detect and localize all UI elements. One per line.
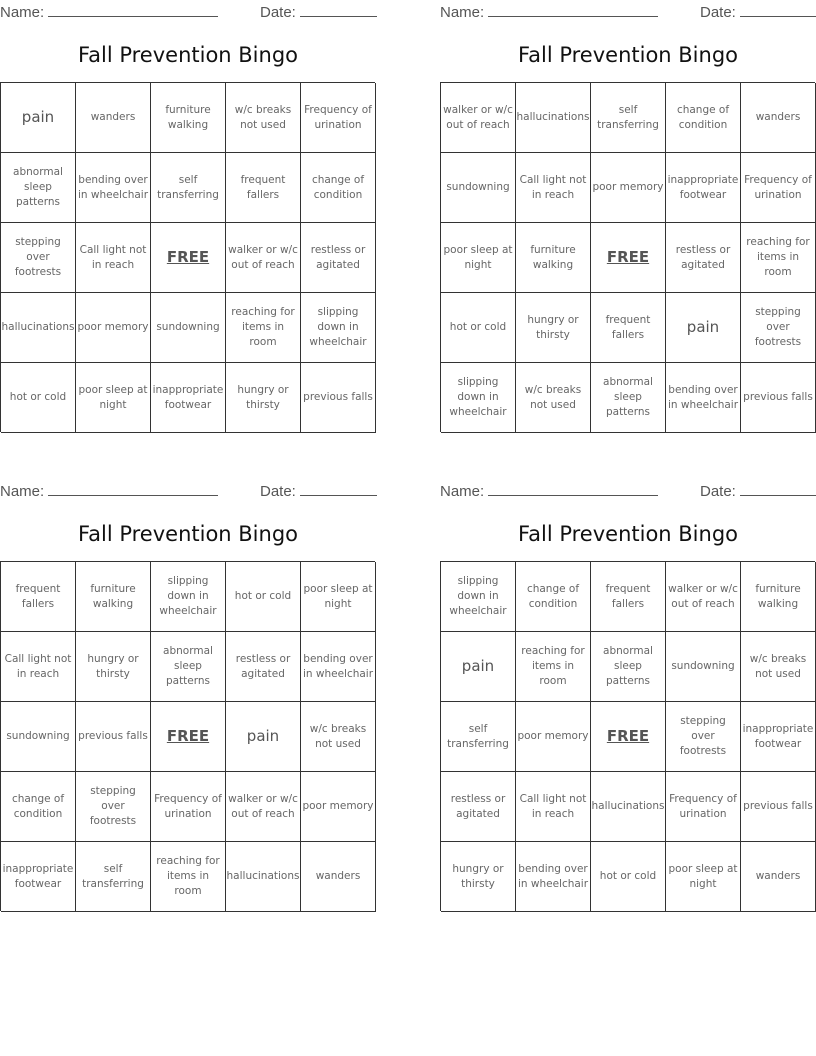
bingo-cell: walker or w/c out of reach: [666, 562, 741, 632]
name-line: [48, 481, 218, 496]
name-label: Name:: [0, 483, 45, 500]
bingo-cell: walker or w/c out of reach: [441, 83, 516, 153]
name-label: Name:: [440, 4, 485, 21]
bingo-cell: Frequency of urination: [301, 83, 376, 153]
name-label: Name:: [0, 4, 45, 21]
date-label: Date:: [700, 4, 736, 21]
bingo-cell: bending over in wheelchair: [301, 632, 376, 702]
bingo-cell: slipping down in wheelchair: [301, 293, 376, 363]
free-space-cell: FREE: [151, 223, 226, 293]
name-label: Name:: [440, 483, 485, 500]
bingo-cell: inappropriate footwear: [741, 702, 816, 772]
bingo-card: [440, 0, 816, 432]
bingo-cell: restless or agitated: [441, 772, 516, 842]
bingo-cell: sundowning: [151, 293, 226, 363]
bingo-cell: reaching for items in room: [226, 293, 301, 363]
date-line: [740, 2, 816, 17]
date-label: Date:: [700, 483, 736, 500]
bingo-cell: change of condition: [516, 562, 591, 632]
date-line: [300, 481, 377, 496]
bingo-cell: hallucinations: [516, 83, 591, 153]
bingo-cell: walker or w/c out of reach: [226, 772, 301, 842]
name-date-row: [440, 0, 816, 22]
name-date-row: [0, 0, 376, 22]
bingo-cell: previous falls: [741, 772, 816, 842]
bingo-cell: poor sleep at night: [666, 842, 741, 912]
bingo-cell: stepping over footrests: [1, 223, 76, 293]
bingo-cell: hallucinations: [591, 772, 666, 842]
name-date-row: [0, 479, 376, 501]
bingo-cell: change of condition: [1, 772, 76, 842]
name-line: [48, 2, 218, 17]
bingo-cell: previous falls: [301, 363, 376, 433]
bingo-cell: furniture walking: [151, 83, 226, 153]
bingo-cell: restless or agitated: [301, 223, 376, 293]
name-line: [488, 481, 658, 496]
bingo-cell: wanders: [741, 842, 816, 912]
bingo-cell: self transferring: [151, 153, 226, 223]
bingo-card: [440, 479, 816, 911]
bingo-cell: inappropriate footwear: [666, 153, 741, 223]
bingo-cell: abnormal sleep patterns: [591, 363, 666, 433]
bingo-cell: Call light not in reach: [1, 632, 76, 702]
bingo-cell: poor sleep at night: [76, 363, 151, 433]
bingo-cell: Call light not in reach: [76, 223, 151, 293]
free-space-cell: FREE: [591, 223, 666, 293]
bingo-cell: bending over in wheelchair: [666, 363, 741, 433]
bingo-cell: hungry or thirsty: [76, 632, 151, 702]
bingo-cell: self transferring: [591, 83, 666, 153]
bingo-cell: self transferring: [441, 702, 516, 772]
bingo-cell: previous falls: [741, 363, 816, 433]
bingo-cell: frequent fallers: [591, 293, 666, 363]
bingo-cell: previous falls: [76, 702, 151, 772]
bingo-cell: sundowning: [1, 702, 76, 772]
bingo-cell: furniture walking: [516, 223, 591, 293]
bingo-cell: furniture walking: [76, 562, 151, 632]
bingo-cell: poor sleep at night: [441, 223, 516, 293]
bingo-cell: bending over in wheelchair: [516, 842, 591, 912]
card-title: Fall Prevention Bingo: [77, 522, 299, 546]
bingo-cell: w/c breaks not used: [226, 83, 301, 153]
bingo-cell: restless or agitated: [226, 632, 301, 702]
bingo-cell: hot or cold: [1, 363, 76, 433]
date-label: Date:: [260, 4, 296, 21]
bingo-cell: reaching for items in room: [516, 632, 591, 702]
date-label: Date:: [260, 483, 296, 500]
bingo-grid: [0, 561, 375, 911]
bingo-cell: walker or w/c out of reach: [226, 223, 301, 293]
bingo-cell: pain: [441, 632, 516, 702]
bingo-cell: reaching for items in room: [151, 842, 226, 912]
bingo-cell: slipping down in wheelchair: [151, 562, 226, 632]
bingo-cell: change of condition: [301, 153, 376, 223]
bingo-cell: poor memory: [591, 153, 666, 223]
bingo-cell: hungry or thirsty: [516, 293, 591, 363]
bingo-cell: poor sleep at night: [301, 562, 376, 632]
bingo-grid: [0, 82, 375, 432]
bingo-cell: Frequency of urination: [151, 772, 226, 842]
bingo-cell: abnormal sleep patterns: [151, 632, 226, 702]
bingo-card: [0, 0, 376, 432]
bingo-cell: hot or cold: [441, 293, 516, 363]
bingo-cell: inappropriate footwear: [1, 842, 76, 912]
bingo-cell: Call light not in reach: [516, 772, 591, 842]
bingo-cell: restless or agitated: [666, 223, 741, 293]
bingo-cell: slipping down in wheelchair: [441, 363, 516, 433]
bingo-cell: hot or cold: [226, 562, 301, 632]
bingo-cell: frequent fallers: [1, 562, 76, 632]
bingo-cell: w/c breaks not used: [516, 363, 591, 433]
bingo-cell: self transferring: [76, 842, 151, 912]
bingo-cell: w/c breaks not used: [741, 632, 816, 702]
bingo-cell: poor memory: [76, 293, 151, 363]
bingo-cell: abnormal sleep patterns: [1, 153, 76, 223]
bingo-cell: abnormal sleep patterns: [591, 632, 666, 702]
bingo-grid: [440, 82, 815, 432]
bingo-cell: pain: [666, 293, 741, 363]
name-line: [488, 2, 658, 17]
date-line: [740, 481, 816, 496]
bingo-cell: Frequency of urination: [741, 153, 816, 223]
card-title: Fall Prevention Bingo: [517, 522, 739, 546]
bingo-cell: hot or cold: [591, 842, 666, 912]
bingo-cell: wanders: [741, 83, 816, 153]
bingo-cell: pain: [226, 702, 301, 772]
bingo-cell: reaching for items in room: [741, 223, 816, 293]
date-line: [300, 2, 377, 17]
bingo-cell: Frequency of urination: [666, 772, 741, 842]
name-date-row: [440, 479, 816, 501]
bingo-cell: stepping over footrests: [741, 293, 816, 363]
free-space-cell: FREE: [151, 702, 226, 772]
bingo-cell: hallucinations: [226, 842, 301, 912]
bingo-cell: pain: [1, 83, 76, 153]
bingo-grid: [440, 561, 815, 911]
bingo-cell: sundowning: [441, 153, 516, 223]
bingo-cell: wanders: [301, 842, 376, 912]
bingo-card: [0, 479, 376, 911]
bingo-cell: frequent fallers: [591, 562, 666, 632]
bingo-cell: change of condition: [666, 83, 741, 153]
card-title: Fall Prevention Bingo: [517, 43, 739, 67]
bingo-cell: Call light not in reach: [516, 153, 591, 223]
bingo-cell: poor memory: [516, 702, 591, 772]
bingo-cell: inappropriate footwear: [151, 363, 226, 433]
bingo-cell: stepping over footrests: [666, 702, 741, 772]
free-space-cell: FREE: [591, 702, 666, 772]
bingo-cell: stepping over footrests: [76, 772, 151, 842]
bingo-cell: w/c breaks not used: [301, 702, 376, 772]
bingo-cell: bending over in wheelchair: [76, 153, 151, 223]
bingo-cell: hallucinations: [1, 293, 76, 363]
bingo-cell: furniture walking: [741, 562, 816, 632]
bingo-cell: frequent fallers: [226, 153, 301, 223]
card-title: Fall Prevention Bingo: [77, 43, 299, 67]
bingo-cell: sundowning: [666, 632, 741, 702]
bingo-cell: slipping down in wheelchair: [441, 562, 516, 632]
bingo-cell: wanders: [76, 83, 151, 153]
bingo-cell: hungry or thirsty: [441, 842, 516, 912]
bingo-cell: poor memory: [301, 772, 376, 842]
bingo-cell: hungry or thirsty: [226, 363, 301, 433]
